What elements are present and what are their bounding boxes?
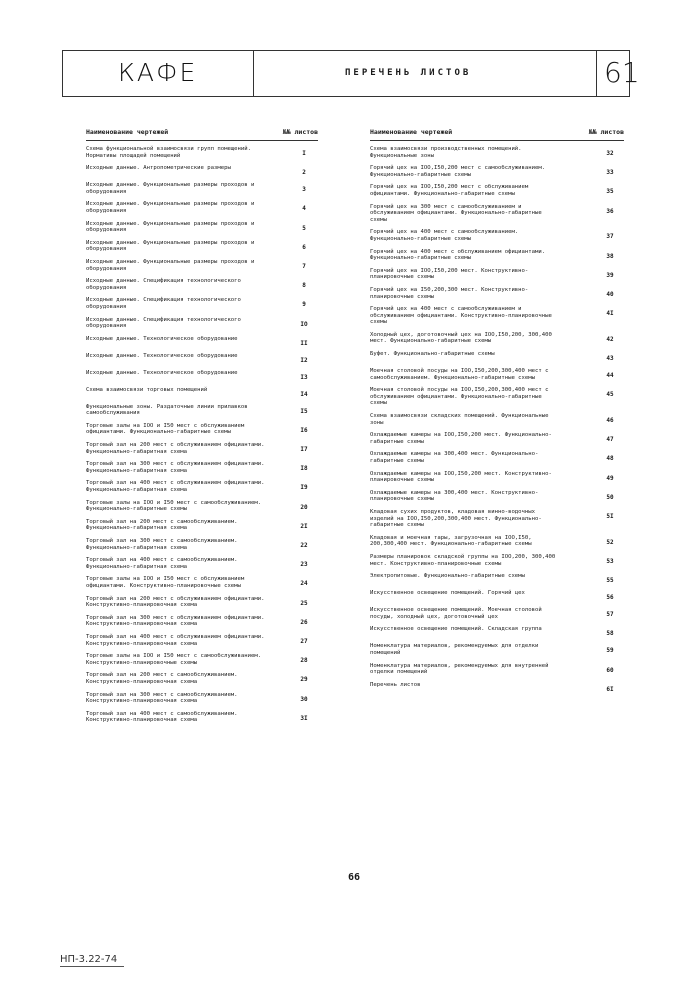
entry-name: Охлаждаемые камеры на IOO,I50,200 мест. Конструктивно-планировочные схемы	[370, 470, 552, 484]
list-item	[370, 509, 624, 529]
list-item	[86, 182, 318, 195]
left-column	[86, 128, 318, 730]
entry-name: Горячий цех на 300 мест с самообслуживанием и обслуживанием официантами. Функционально-габаритные схемы	[370, 203, 542, 223]
list-item	[370, 332, 624, 345]
entry-name: Схема взаимосвязи торговых помещений	[86, 386, 208, 393]
right-entry-list	[370, 146, 624, 693]
entry-sheet: 30	[300, 695, 308, 703]
entry-name: Исходные данные. Функциональные размеры проходов и оборудования	[86, 239, 255, 253]
entry-name: Торговые залы на IOO и I50 мест с самообслуживанием. Конструктивно-планировочные схемы	[86, 653, 262, 666]
entry-sheet: II	[300, 339, 308, 347]
entry-name: Горячий цех на IOO,I50,200 мест с самообслуживанием. Функционально-габаритные схемы	[370, 165, 546, 178]
entry-name: Перечень листов	[370, 681, 421, 688]
entry-sheet: 60	[606, 666, 614, 674]
entry-sheet: 2I	[300, 522, 308, 530]
entry-sheet: 4	[302, 205, 306, 213]
entry-sheet: 2	[302, 169, 306, 177]
list-item	[86, 297, 318, 310]
entry-name: Номенклатура материалов, рекомендуемых для внутренней отделки помещений	[370, 662, 549, 676]
logo-text: КАФЕ	[118, 58, 198, 87]
entry-sheet: 52	[606, 538, 614, 546]
list-item	[86, 240, 318, 253]
list-item	[370, 306, 624, 326]
right-column-header	[370, 128, 624, 136]
list-item	[86, 336, 318, 347]
sheet-number: 61	[604, 56, 640, 89]
list-item	[86, 653, 318, 666]
list-item	[370, 682, 624, 693]
entry-name: Горячий цех на IOO,I50,200 мест. Конструктивно-планировочные схемы	[370, 267, 529, 281]
entry-name: Кладовая и моечная тары, загрузочная на IOO,I50, 200,300,400 мест. Функционально-габаритные схемы	[370, 534, 532, 548]
list-item	[370, 471, 624, 484]
entry-sheet: 44	[606, 372, 614, 380]
list-item	[86, 480, 318, 493]
entry-sheet: 6I	[606, 685, 614, 693]
list-item	[370, 490, 624, 503]
list-item	[86, 201, 318, 214]
list-item	[370, 204, 624, 224]
entry-name: Охлаждаемые камеры на 300,400 мест. Конструктивно-планировочные схемы	[370, 489, 539, 503]
entry-name: Торговый зал на 300 мест с самообслуживанием. Функционально-габаритная схема	[86, 538, 238, 551]
entry-name: Кладовая сухих продуктов, кладовая винно-водочных изделий на IOO,I50,200,300,400 мест. Функционально-габаритные схемы	[370, 508, 542, 529]
list-item	[370, 368, 624, 381]
entry-name: Горячий цех на 400 мест с обслуживанием официантами. Функционально-габаритные схемы	[370, 248, 546, 262]
list-item	[370, 626, 624, 637]
list-item	[370, 535, 624, 548]
entry-name: Охлаждаемые камеры на IOO,I50,200 мест. Функционально-габаритные схемы	[370, 432, 552, 445]
list-item	[370, 432, 624, 445]
list-item	[370, 607, 624, 620]
entry-name: Схема функциональной взаимосвязи групп помещений. Нормативы площадей помещений	[86, 146, 252, 159]
entry-sheet: 20	[300, 503, 308, 511]
entry-name: Торговый зал на 400 мест с самообслуживанием. Конструктивно-планировочная схема	[86, 710, 238, 724]
entry-name: Схема взаимосвязи складских помещений. Функциональные зоны	[370, 413, 549, 426]
entry-sheet: 59	[606, 647, 614, 655]
entry-sheet: 39	[606, 271, 614, 279]
sheet-header: №№ листов	[588, 128, 624, 136]
list-item	[370, 229, 624, 242]
list-item	[86, 370, 318, 381]
entry-name: Буфет. Функционально-габаритные схемы	[370, 351, 495, 358]
list-item	[370, 387, 624, 407]
entry-name: Исходные данные. Антропометрические размеры	[86, 165, 231, 172]
entry-name: Торговые залы на IOO и I50 мест с обслуживанием официантами. Конструктивно-планировочные схемы	[86, 576, 245, 589]
entry-name: Горячий цех на 400 мест с самообслуживанием и обслуживанием официантами. Конструктивно-планировочные схемы	[370, 306, 552, 326]
entry-name: Исходные данные. Спецификация технологического оборудования	[86, 278, 241, 291]
entry-sheet: 56	[606, 594, 614, 602]
list-item	[86, 461, 318, 474]
left-entry-list	[86, 146, 318, 724]
entry-sheet: I2	[300, 356, 308, 364]
list-item	[370, 184, 624, 197]
list-item	[86, 259, 318, 272]
list-item	[370, 554, 624, 567]
entry-name: Схема взаимосвязи производственных помещений. Функциональные зоны	[370, 146, 522, 159]
entry-sheet: 49	[606, 474, 614, 482]
entry-sheet: 8	[302, 282, 306, 290]
entry-name: Торговый зал на 400 мест с обслуживанием официантами. Конструктивно-планировочная схема	[86, 633, 265, 647]
list-item	[370, 165, 624, 178]
entry-sheet: 43	[606, 355, 614, 363]
entry-sheet: I9	[300, 484, 308, 492]
entry-sheet: 23	[300, 561, 308, 569]
list-item	[370, 590, 624, 601]
entry-sheet: 58	[606, 630, 614, 638]
entry-sheet: 6	[302, 243, 306, 251]
left-column-header	[86, 128, 318, 136]
entry-sheet: 3	[302, 186, 306, 194]
entry-sheet: 24	[300, 580, 308, 588]
list-item	[86, 423, 318, 436]
entry-name: Горячий цех на I50,200,300 мест. Конструктивно-планировочные схемы	[370, 286, 529, 300]
list-item	[370, 268, 624, 281]
list-item	[86, 711, 318, 724]
entry-name: Исходные данные. Спецификация технологического оборудования	[86, 297, 241, 310]
entry-sheet: I5	[300, 407, 308, 415]
entry-sheet: 55	[606, 577, 614, 585]
entry-sheet: 25	[300, 599, 308, 607]
list-item	[370, 413, 624, 426]
list-item	[86, 672, 318, 685]
entry-name: Моечная столовой посуды на IOO,I50,200,300,400 мест с самообслуживанием. Функционально-габаритные схемы	[370, 368, 549, 381]
list-item	[86, 615, 318, 628]
list-item	[86, 519, 318, 532]
entry-name: Искусственное освещение помещений. Моечная столовой посуды, холодный цех, доготовочный цех	[370, 607, 542, 620]
list-item	[86, 317, 318, 330]
entry-name: Исходные данные. Технологическое оборудование	[86, 352, 238, 359]
entry-sheet: 46	[606, 417, 614, 425]
list-item	[370, 351, 624, 362]
name-header: Наименование чертежей	[370, 128, 453, 136]
entry-sheet: 26	[300, 618, 308, 626]
entry-sheet: 37	[606, 233, 614, 241]
list-item	[86, 500, 318, 513]
entry-sheet: I8	[300, 465, 308, 473]
list-item	[86, 387, 318, 398]
list-item	[86, 538, 318, 551]
entry-name: Торговый зал на 200 мест с обслуживанием официантами. Функционально-габаритная схема	[86, 442, 265, 455]
entry-sheet: 29	[300, 676, 308, 684]
entry-sheet: I7	[300, 446, 308, 454]
entry-name: Охлаждаемые камеры на 300,400 мест. Функционально-габаритные схемы	[370, 451, 539, 464]
entry-sheet: 40	[606, 290, 614, 298]
entry-sheet: 35	[606, 188, 614, 196]
list-item	[86, 442, 318, 455]
list-item	[370, 663, 624, 676]
entry-name: Торговый зал на 200 мест с самообслуживанием. Конструктивно-планировочная схема	[86, 672, 238, 685]
entry-name: Исходные данные. Функциональные размеры проходов и оборудования	[86, 220, 255, 234]
entry-name: Торговый зал на 200 мест с обслуживанием официантами. Конструктивно-планировочная схема	[86, 595, 265, 609]
entry-sheet: 38	[606, 252, 614, 260]
entry-sheet: 45	[606, 391, 614, 399]
entry-sheet: I6	[300, 426, 308, 434]
entry-name: Торговый зал на 200 мест с самообслуживанием. Функционально-габаритная схема	[86, 518, 238, 532]
list-item	[86, 692, 318, 705]
list-item	[370, 249, 624, 262]
name-header: Наименование чертежей	[86, 128, 169, 136]
entry-sheet: I	[302, 150, 306, 157]
entry-sheet: 53	[606, 557, 614, 565]
list-item	[86, 221, 318, 234]
entry-name: Горячий цех на IOO,I50,200 мест с обслуживанием официантами. Функционально-габаритные схемы	[370, 184, 529, 197]
entry-sheet: I4	[300, 390, 308, 398]
document-title: ПЕРЕЧЕНЬ ЛИСТОВ	[345, 68, 472, 78]
list-item	[86, 596, 318, 609]
entry-sheet: IO	[300, 320, 308, 328]
entry-sheet: 57	[606, 611, 614, 619]
list-item	[370, 643, 624, 656]
entry-sheet: 48	[606, 455, 614, 463]
entry-sheet: I3	[300, 373, 308, 381]
list-item	[370, 573, 624, 584]
list-item	[86, 278, 318, 291]
entry-sheet: 33	[606, 169, 614, 177]
list-item	[370, 287, 624, 300]
entry-name: Размеры планировок складской группы на IOO,200, 300,400 мест. Конструктивно-планировочные схемы	[370, 553, 556, 567]
entry-name: Торговый зал на 300 мест с самообслуживанием. Конструктивно-планировочная схема	[86, 691, 238, 705]
list-item	[86, 165, 318, 176]
entry-sheet: 27	[300, 637, 308, 645]
entry-sheet: 3I	[300, 714, 308, 722]
entry-name: Горячий цех на 400 мест с самообслуживанием. Функционально-габаритные схемы	[370, 229, 519, 242]
entry-name: Номенклатура материалов, рекомендуемых для отделки помещений	[370, 643, 539, 656]
entry-name: Электропитовые. Функционально-габаритные схемы	[370, 573, 525, 580]
entry-name: Исходные данные. Технологическое оборудование	[86, 335, 238, 342]
entry-sheet: 50	[606, 493, 614, 501]
entry-name: Исходные данные. Технологическое оборудование	[86, 369, 238, 376]
right-column	[370, 128, 624, 699]
entry-name: Торговый зал на 400 мест с обслуживанием официантами. Функционально-габаритная схема	[86, 480, 265, 494]
entry-sheet: 4I	[606, 310, 614, 318]
entry-sheet: 22	[300, 542, 308, 549]
entry-name: Исходные данные. Спецификация технологического оборудования	[86, 316, 241, 330]
list-item	[86, 557, 318, 570]
list-item	[370, 146, 624, 159]
entry-name: Холодный цех, доготовочный цех на IOO,I50,200, 300,400 мест. Функционально-габаритные схемы	[370, 331, 552, 345]
entry-name: Торговые залы на IOO и I50 мест с самообслуживанием. Функционально-габаритные схемы	[86, 499, 262, 513]
entry-sheet: 47	[606, 436, 614, 444]
entry-sheet: 7	[302, 262, 306, 270]
entry-name: Исходные данные. Функциональные размеры проходов и оборудования	[86, 258, 255, 272]
entry-name: Торговые залы на IOO и I50 мест с обслуживанием официантами. Функционально-габаритные схемы	[86, 422, 245, 436]
sheet-header: №№ листов	[282, 128, 318, 136]
stamp-underline	[60, 966, 124, 967]
entry-sheet: 9	[302, 301, 306, 309]
entry-name: Исходные данные. Функциональные размеры проходов и оборудования	[86, 201, 255, 214]
entry-sheet: 5	[302, 224, 306, 232]
list-item	[86, 353, 318, 364]
entry-sheet: 42	[606, 335, 614, 343]
list-item	[86, 146, 318, 159]
entry-sheet: 28	[300, 657, 308, 665]
entry-name: Моечная столовой посуды на IOO,I50,200,300,400 мест с обслуживанием официантами. Функционально-габаритные схемы	[370, 387, 549, 407]
entry-name: Торговый зал на 300 мест с обслуживанием официантами. Конструктивно-планировочная схема	[86, 614, 265, 628]
list-item	[370, 451, 624, 464]
entry-sheet: 36	[606, 207, 614, 215]
entry-name: Функциональные зоны. Раздаточные линии прилавков самообслуживания	[86, 403, 248, 417]
entry-name: Торговый зал на 400 мест с самообслуживанием. Функционально-габаритная схема	[86, 557, 238, 570]
entry-name: Искусственное освещение помещений. Складская группа	[370, 626, 542, 633]
entry-name: Торговый зал на 300 мест с обслуживанием официантами. Функционально-габаритная схема	[86, 461, 265, 474]
entry-sheet: 32	[606, 150, 614, 157]
list-item	[86, 404, 318, 417]
document-stamp: НП-3.22-74	[60, 954, 118, 965]
list-item	[86, 634, 318, 647]
entry-name: Искусственное освещение помещений. Горячий цех	[370, 590, 525, 597]
page-number: 66	[348, 872, 361, 883]
list-item	[86, 576, 318, 589]
entry-sheet: 5I	[606, 512, 614, 520]
entry-name: Исходные данные. Функциональные размеры проходов и оборудования	[86, 182, 255, 195]
